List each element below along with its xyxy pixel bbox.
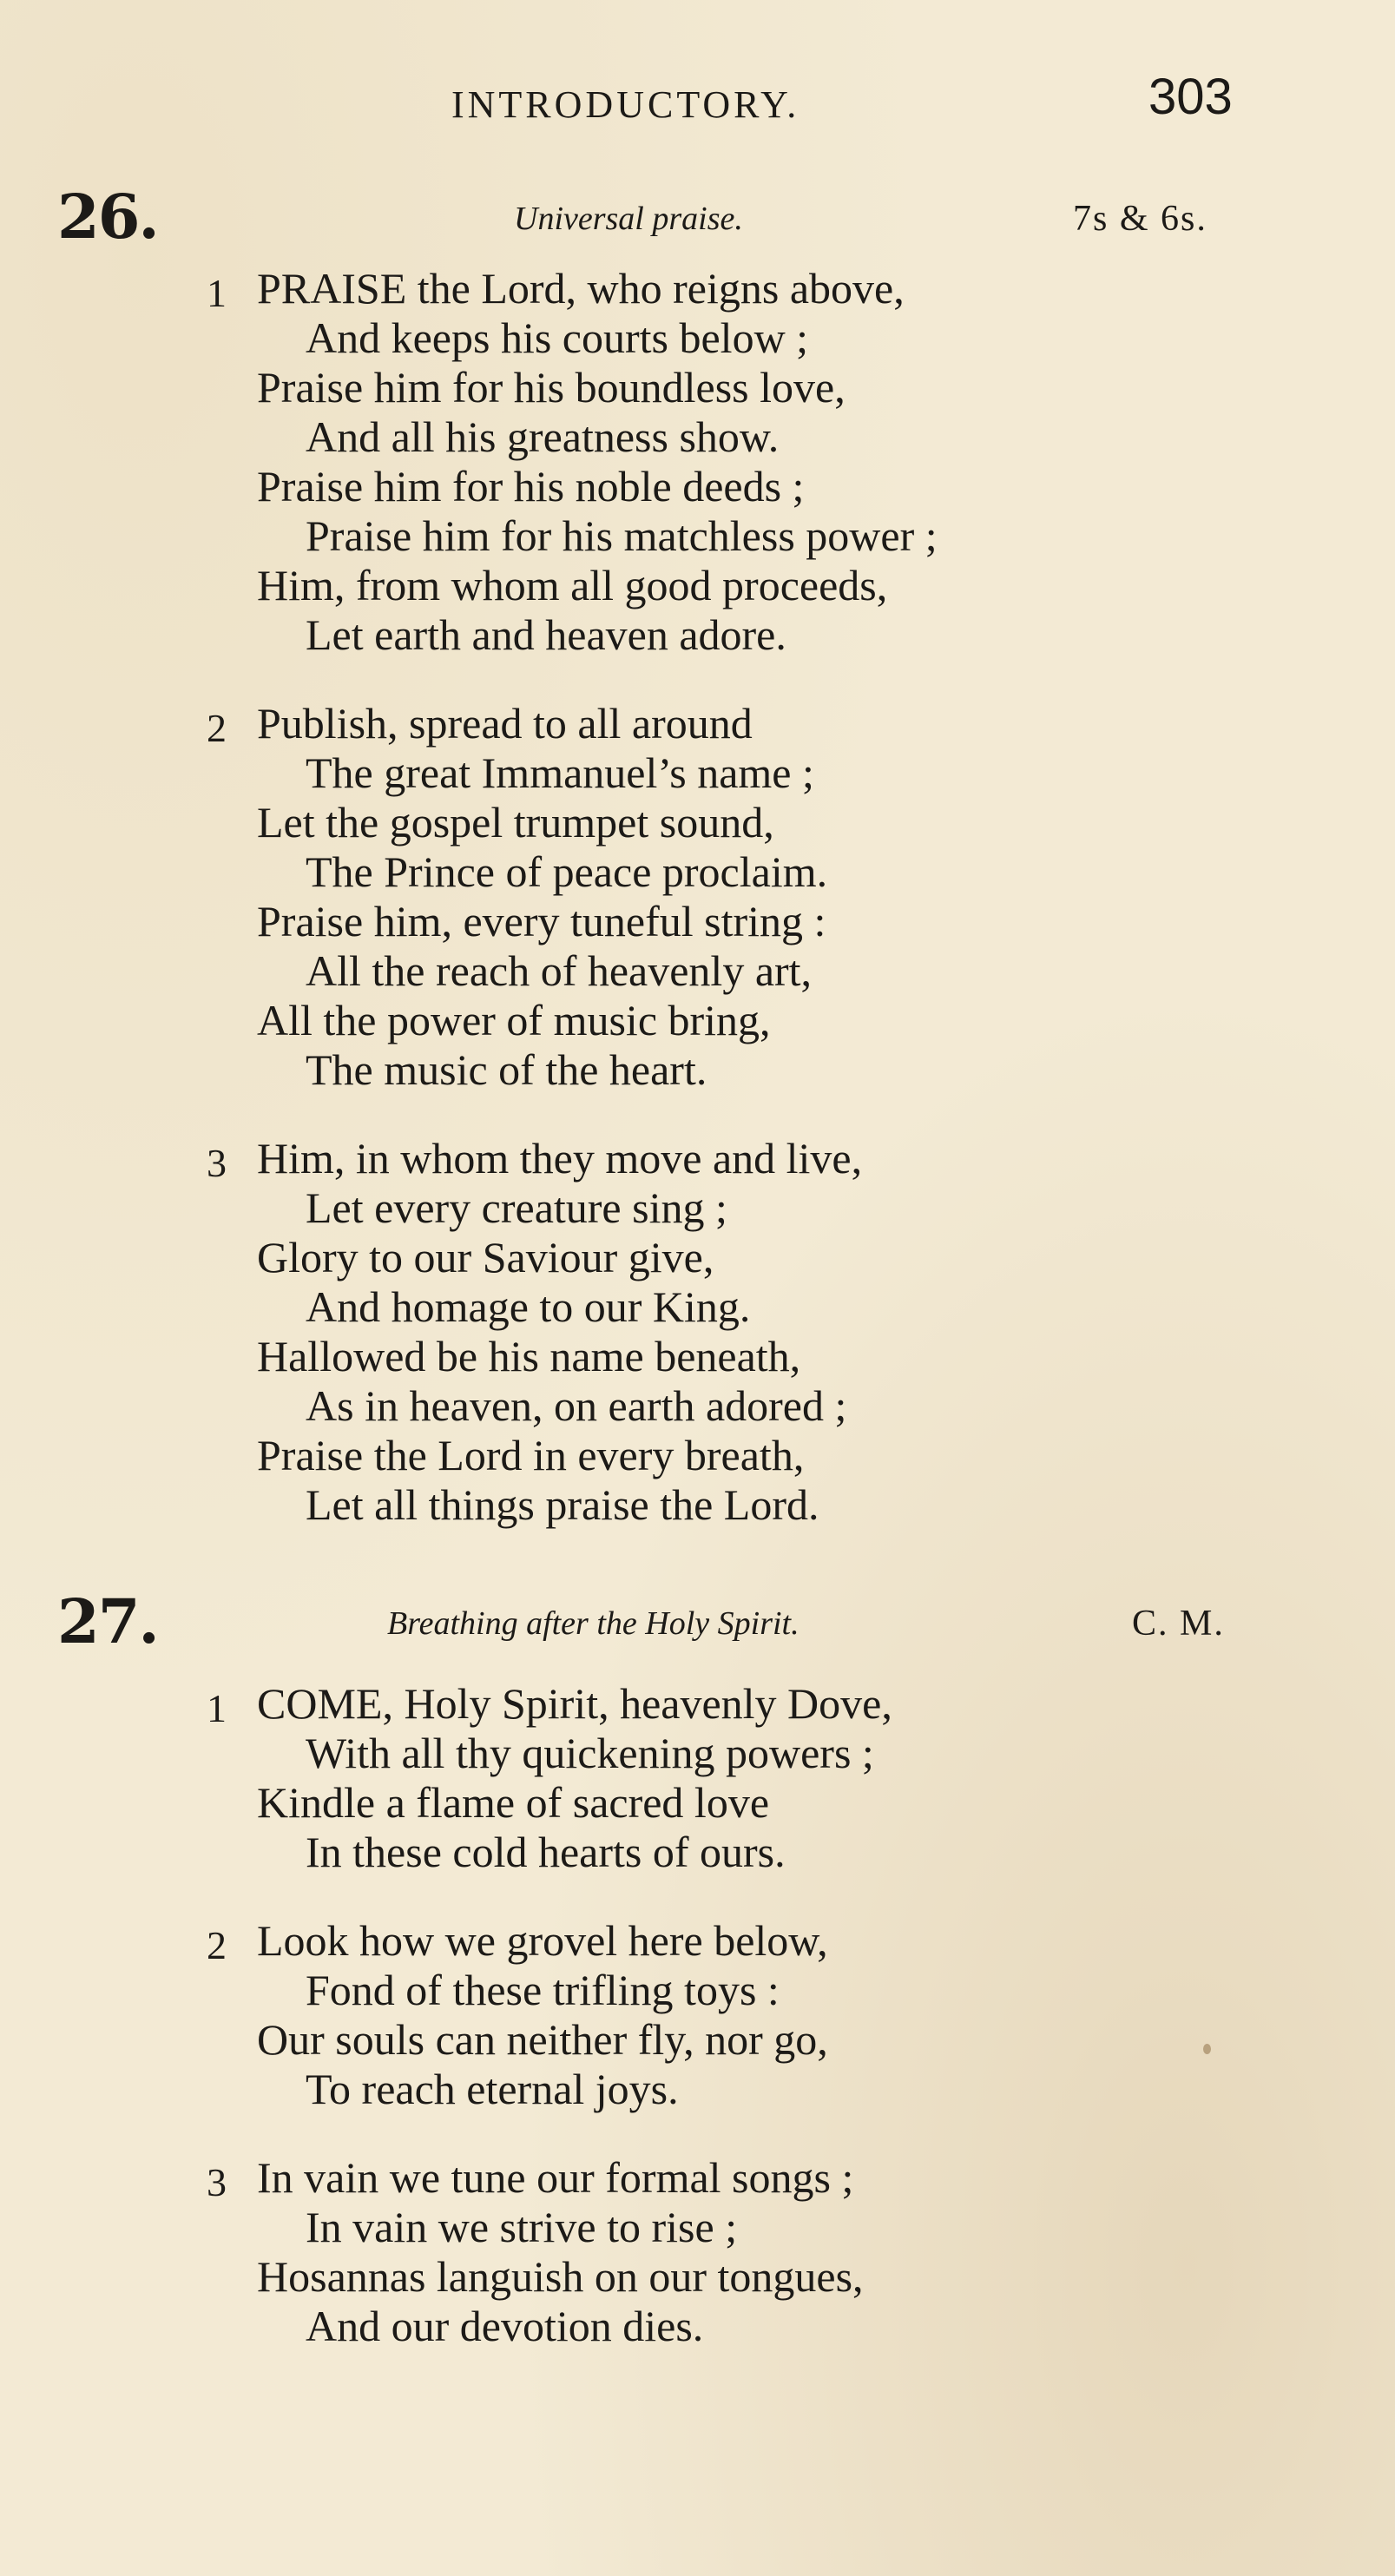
verse-line: Look how we grovel here below, (257, 1916, 828, 1965)
verse-line: Let earth and heaven adore. (306, 610, 786, 659)
verse-number: 3 (207, 2160, 227, 2204)
verse-line: Kindle a flame of sacred love (257, 1778, 770, 1827)
verse-line: Hallowed be his name beneath, (257, 1332, 801, 1380)
verse-line: All the power of music bring, (257, 996, 771, 1044)
verse-line: Fond of these trifling toys : (306, 1966, 780, 2014)
verse-line: Praise the Lord in every breath, (257, 1431, 805, 1479)
verse-line: Praise him for his matchless power ; (306, 511, 938, 560)
verse-number: 3 (207, 1141, 227, 1185)
verse-line: And homage to our King. (306, 1282, 751, 1331)
verse-line: Our souls can neither fly, nor go, (257, 2015, 828, 2064)
hymn-27-header (0, 1585, 1395, 1655)
page-number: 303 (1148, 69, 1233, 125)
verse-number: 2 (207, 706, 227, 750)
verse-line: In vain we tune our formal songs ; (257, 2153, 854, 2202)
hymn-title: Breathing after the Holy Spirit. (387, 1605, 799, 1642)
hymn-26-header (0, 181, 1395, 253)
verse-line: The Prince of peace proclaim. (306, 847, 828, 896)
running-title: INTRODUCTORY. (451, 83, 800, 126)
verse-line: Let the gospel trumpet sound, (257, 798, 774, 847)
verse-line: To reach eternal joys. (306, 2065, 679, 2113)
paper-speck (1203, 2044, 1211, 2054)
hymn-title: Universal praise. (514, 201, 743, 237)
verse-line: Let every creature sing ; (306, 1183, 727, 1232)
verse-line: And all his greatness show. (306, 412, 780, 461)
verse-number: 1 (207, 271, 227, 315)
verse-line: All the reach of heavenly art, (306, 946, 813, 995)
verse-number: 2 (207, 1923, 227, 1967)
verse-line: Glory to our Saviour give, (257, 1233, 714, 1281)
verse-line: In vain we strive to rise ; (306, 2203, 738, 2251)
verse-line: And keeps his courts below ; (306, 313, 809, 362)
verse-line: Let all things praise the Lord. (306, 1480, 819, 1529)
verse-line: Praise him for his noble deeds ; (257, 462, 805, 511)
verse-line: The music of the heart. (306, 1045, 707, 1094)
verse-line: COME, Holy Spirit, heavenly Dove, (257, 1679, 892, 1728)
verse-line: With all thy quickening powers ; (306, 1729, 874, 1777)
verse-line: Praise him, every tuneful string : (257, 897, 826, 945)
hymn-number: 27. (57, 1585, 158, 1657)
verse-line: As in heaven, on earth adored ; (306, 1381, 847, 1430)
verse-line: Hosannas languish on our tongues, (257, 2252, 864, 2301)
verse-line: Him, in whom they move and live, (257, 1134, 863, 1183)
verse-line: The great Immanuel’s name ; (306, 748, 814, 797)
verse-line: PRAISE the Lord, who reigns above, (257, 264, 905, 313)
hymn-meter: C. M. (1132, 1604, 1225, 1644)
verse-line: In these cold hearts of ours. (306, 1828, 786, 1876)
verse-line: Him, from whom all good proceeds, (257, 561, 888, 609)
hymn-meter: 7s & 6s. (1073, 199, 1207, 239)
hymn-number: 26. (57, 181, 158, 253)
verse-line: Praise him for his boundless love, (257, 363, 846, 412)
verse-line: And our devotion dies. (306, 2302, 704, 2350)
verse-number: 1 (207, 1686, 227, 1730)
verse-line: Publish, spread to all around (257, 699, 753, 748)
